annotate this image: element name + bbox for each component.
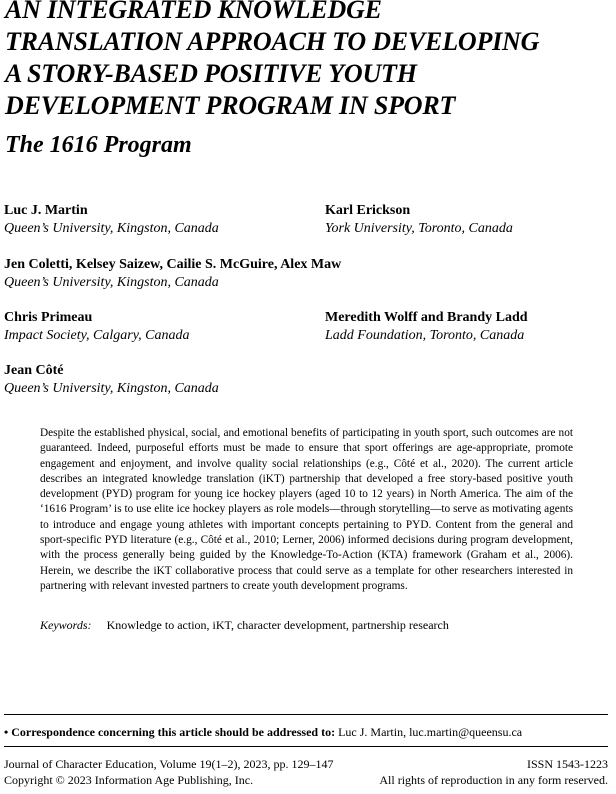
issn: ISSN 1543-1223 bbox=[526, 757, 608, 771]
author-affiliation: Queen’s University, Kingston, Canada bbox=[4, 275, 219, 290]
author-block bbox=[325, 309, 528, 345]
title-line: TRANSLATION APPROACH TO DEVELOPING bbox=[5, 27, 540, 56]
author-name: Meredith Wolff and Brandy Ladd bbox=[325, 310, 528, 325]
article-title bbox=[5, 0, 611, 122]
author-affiliation: Queen’s University, Kingston, Canada bbox=[4, 381, 219, 396]
author-affiliation: Queen’s University, Kingston, Canada bbox=[4, 221, 219, 236]
correspondence-label: • Correspondence concerning this article should be addressed to: bbox=[4, 725, 336, 739]
keywords-label: Keywords: bbox=[40, 618, 92, 632]
author-name: Jean Côté bbox=[4, 363, 64, 378]
author-name: Chris Primeau bbox=[4, 310, 93, 325]
rights-notice: All rights of reproduction in any form reserved. bbox=[379, 773, 608, 787]
abstract-text: Despite the established physical, social, and emotional benefits of participating in youth sport, such outcomes are not guaranteed. Indeed, purposeful efforts must be made to ensure that sport offerings are age-appropriate, promote engagement and enjoyment, and involve quality social relationships (e.g., Côté et al., 2020). The current article describes an integrated knowledge translation (iKT) partnership that developed a free story-based positive youth development (PYD) program for young ice hockey players (aged 10 to 12 years) in North America. The aim of the ‘1616 Program’ is to use elite ice hockey players as role models—through storytelling—to serve as motivating agents to introduce and engage young athletes with important concepts pertaining to PYD. Content from the general and sport-specific PYD literature (e.g., Côté et al., 2010; Lerner, 2006) informed decisions during program development, with the process generally being guided by the Knowledge-To-Action (KTA) framework (Graham et al., 2006). Herein, we describe the iKT collaborative process that could serve as a template for other researchers interested in partnering with relevant invested partners to create youth development programs. bbox=[40, 427, 573, 592]
author-affiliation: York University, Toronto, Canada bbox=[325, 221, 513, 236]
author-block bbox=[4, 202, 219, 238]
footer-left bbox=[4, 756, 334, 788]
author-affiliation: Impact Society, Calgary, Canada bbox=[4, 328, 190, 343]
journal-citation: Journal of Character Education, Volume 19(1–2), 2023, pp. 129–147 bbox=[4, 757, 334, 771]
title-line: AN INTEGRATED KNOWLEDGE bbox=[5, 0, 382, 24]
author-block bbox=[325, 202, 513, 238]
divider bbox=[4, 714, 608, 715]
correspondence-text: Luc J. Martin, luc.martin@queensu.ca bbox=[338, 725, 523, 739]
author-name: Karl Erickson bbox=[325, 203, 411, 218]
author-name: Jen Coletti, Kelsey Saizew, Cailie S. McGuire, Alex Maw bbox=[4, 257, 342, 272]
correspondence-note bbox=[4, 725, 522, 740]
article-subtitle: The 1616 Program bbox=[5, 132, 192, 158]
title-line: DEVELOPMENT PROGRAM IN SPORT bbox=[5, 91, 456, 120]
author-block bbox=[4, 256, 341, 292]
title-line: A STORY-BASED POSITIVE YOUTH bbox=[5, 59, 417, 88]
footer-right bbox=[379, 756, 608, 788]
author-affiliation: Ladd Foundation, Toronto, Canada bbox=[325, 328, 525, 343]
keywords bbox=[40, 618, 449, 633]
author-block bbox=[4, 362, 219, 398]
copyright: Copyright © 2023 Information Age Publishing, Inc. bbox=[4, 773, 254, 787]
divider bbox=[4, 746, 608, 747]
author-block bbox=[4, 309, 189, 345]
keywords-text: Knowledge to action, iKT, character development, partnership research bbox=[106, 618, 449, 632]
author-name: Luc J. Martin bbox=[4, 203, 88, 218]
